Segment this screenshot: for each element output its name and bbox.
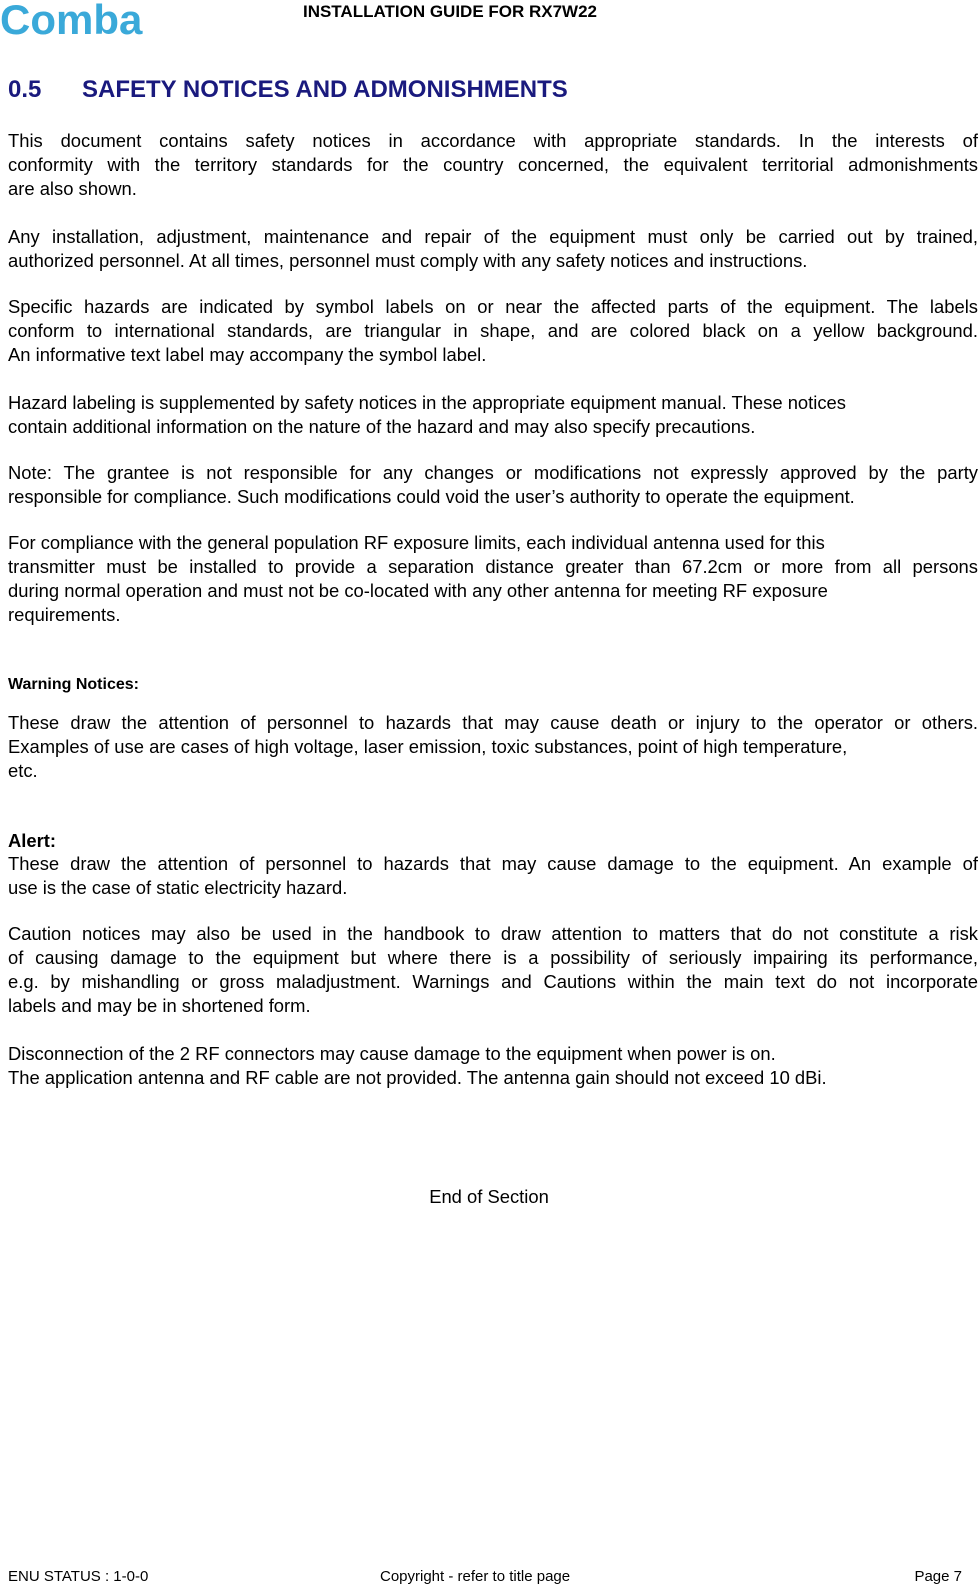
svg-text:Comba: Comba bbox=[0, 0, 143, 40]
section-number: 0.5 bbox=[8, 76, 42, 103]
paragraph-warning-notices: These draw the attention of personnel to hazards that may cause death or injury to the operator or others. Examples of use are cases of high voltage, laser emission, toxic substances, point of high temperature, etc. bbox=[8, 712, 978, 781]
end-of-section: End of Section bbox=[429, 1186, 549, 1207]
comba-logo bbox=[0, 0, 180, 40]
paragraph-disconnection: Disconnection of the 2 RF connectors may cause damage to the equipment when power is on. The application antenna and RF cable are not provided. The antenna gain should not exceed 10 dBi. bbox=[8, 1043, 827, 1088]
paragraph-rf-exposure: For compliance with the general population RF exposure limits, each individual antenna used for this transmitter must be installed to provide a separation distance greater than 67.2cm or more from all persons during normal operation and must not be co-located with any other antenna for meeting RF exposure requirements. bbox=[8, 532, 978, 625]
paragraph-caution-notices: Caution notices may also be used in the handbook to draw attention to matters that do not constitute a risk of causing damage to the equipment but where there is a possibility of seriously impairing its performance, e.g. by mishandling or gross maladjustment. Warnings and Cautions within the main text do not incorporate labels and may be in shortened form. bbox=[8, 923, 978, 1016]
paragraph-alert: These draw the attention of personnel to hazards that may cause damage to the equipment. An example of use is the case of static electricity hazard. bbox=[8, 853, 978, 898]
paragraph-hazard-labels: Specific hazards are indicated by symbol labels on or near the affected parts of the equipment. The labels conform to international standards, are triangular in shape, and are colored black on a yellow background. An informative text label may accompany the symbol label. bbox=[8, 296, 978, 365]
footer-page-number: Page 7 bbox=[914, 1568, 962, 1585]
alert-title: Alert: bbox=[8, 830, 57, 851]
footer-copyright: Copyright - refer to title page bbox=[380, 1568, 571, 1585]
section-title: SAFETY NOTICES AND ADMONISHMENTS bbox=[82, 76, 568, 103]
paragraph-installation: Any installation, adjustment, maintenance and repair of the equipment must only be carried out by trained, authorized personnel. At all times, personnel must comply with any safety notices and instructions. bbox=[8, 226, 978, 271]
footer-status: ENU STATUS : 1-0-0 bbox=[8, 1568, 149, 1585]
paragraph-intro: This document contains safety notices in accordance with appropriate standards. In the interests of conformity with the territory standards for the country concerned, the equivalent territorial admonishments are also shown. bbox=[8, 130, 978, 199]
warning-notices-title: Warning Notices: bbox=[8, 676, 139, 693]
paragraph-hazard-labeling: Hazard labeling is supplemented by safety notices in the appropriate equipment manual. These notices contain additional information on the nature of the hazard and may also specify precautions. bbox=[8, 392, 846, 437]
document-header-title: INSTALLATION GUIDE FOR RX7W22 bbox=[302, 2, 598, 21]
section-heading bbox=[8, 76, 568, 104]
paragraph-grantee-note: Note: The grantee is not responsible for any changes or modifications not expressly approved by the party responsible for compliance. Such modifications could void the user’s authority to operate the equipment. bbox=[8, 462, 978, 507]
